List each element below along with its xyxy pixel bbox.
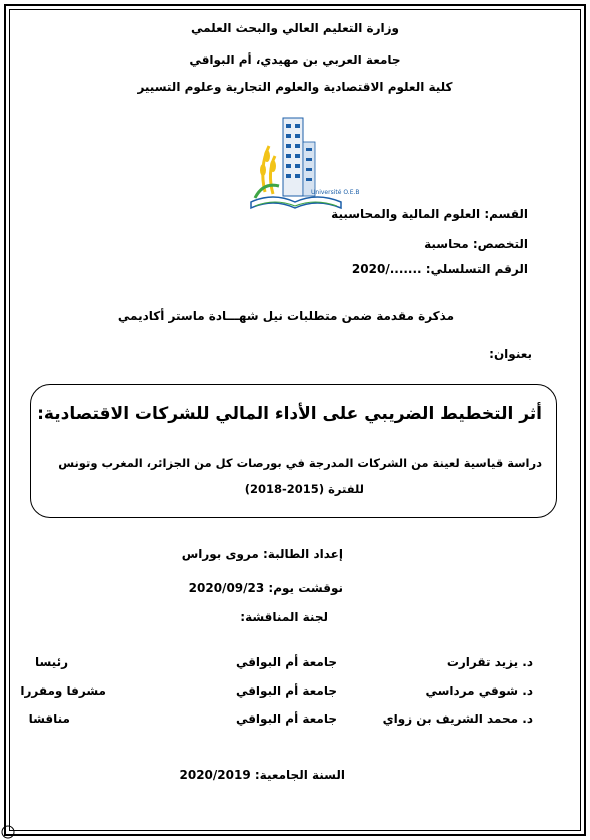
student-name: إعداد الطالبة: مروى بوراس: [181, 547, 343, 561]
thesis-note: مذكرة مقدمة ضمن متطلبات نيل شهـــادة ماستر أكاديمي: [117, 309, 454, 323]
university-logo: [245, 112, 360, 218]
faculty-name: كلية العلوم الاقتصادية والعلوم التجارية وعلوم التسيير: [137, 80, 453, 94]
thesis-subtitle-line1: دراسة قياسية لعينة من الشركات المدرجة في بورصات كل من الجزائر، المغرب وتونس: [58, 456, 542, 470]
committee-member-2-name: د. شوقي مرداسي: [425, 684, 533, 698]
committee-member-1-role: رئيسا: [34, 655, 68, 669]
specialty: التخصص: محاسبة: [424, 237, 528, 251]
committee-member-1-university: جامعة أم البواقي: [235, 655, 337, 669]
committee-member-3-name: د. محمد الشريف بن زواي: [382, 712, 533, 726]
thesis-subtitle-line2: للفترة (2015-2018): [244, 482, 364, 496]
committee-title: لجنة المناقشة:: [240, 610, 328, 624]
logo-text: Université O.E.B: [311, 189, 360, 196]
committee-member-1-name: د. يزيد تقرارت: [446, 655, 533, 669]
academic-year: السنة الجامعية: 2020/2019: [179, 768, 345, 782]
committee-member-2-role: مشرفا ومقررا: [20, 684, 106, 698]
department: القسم: العلوم المالية والمحاسبية: [331, 207, 528, 221]
corner-mark-icon: [0, 824, 16, 840]
university-name: جامعة العربي بن مهيدي، أم البواقي: [189, 53, 401, 67]
defense-date: نوقشت يوم: 2020/09/23: [188, 581, 343, 595]
ministry-name: وزارة التعليم العالي والبحث العلمي: [190, 21, 400, 35]
committee-member-3-role: مناقشا: [28, 712, 70, 726]
committee-member-2-university: جامعة أم البواقي: [235, 684, 337, 698]
thesis-title: أثر التخطيط الضريبي على الأداء المالي للشركات الاقتصادية:: [37, 404, 542, 424]
title-label: بعنوان:: [489, 347, 532, 361]
committee-member-3-university: جامعة أم البواقي: [235, 712, 337, 726]
serial-number: الرقم التسلسلي: ......./2020: [351, 262, 528, 276]
